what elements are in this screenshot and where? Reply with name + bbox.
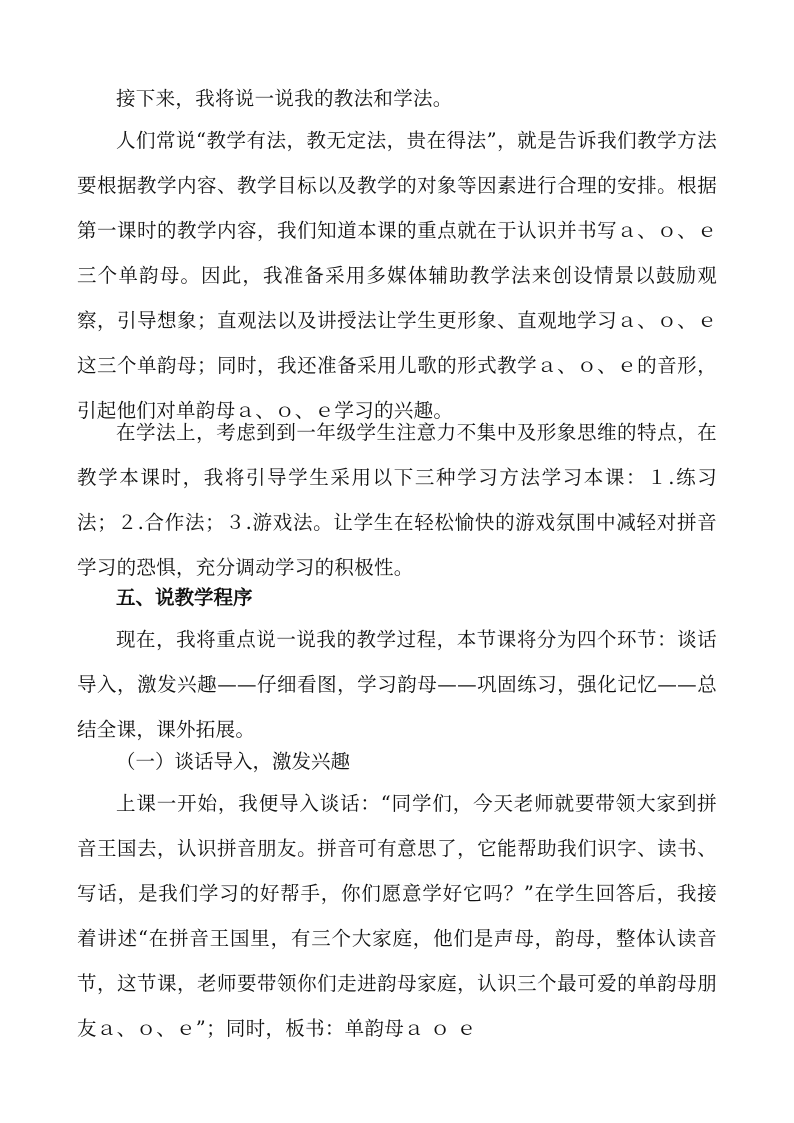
paragraph-introduction-dialogue: 上课一开始，我便导入谈话：“同学们，今天老师就要带领大家到拼音王国去，认识拼音朋友。拼音可有意思了，它能帮助我们识字、读书、写话，是我们学习的好帮手，你们愿意学好它吗？”在学生回答后，我接着讲述“在拼音王国里，有三个大家庭，他们是声母，韵母，整体认读音节，这节课，老师要带领你们走进韵母家庭，认识三个最可爱的单韵母朋友ａ、ｏ、ｅ”；同时，板书：单韵母ａ ｏ ｅ: [77, 792, 717, 1040]
paragraph-teaching-methods-intro: 接下来，我将说一说我的教法和学法。: [116, 87, 453, 110]
paragraph-procedure-overview: 现在，我将重点说一说我的教学过程，本节课将分为四个环节：谈话导入，激发兴趣——仔细看图，学习韵母——巩固练习，强化记忆——总结全课，课外拓展。: [77, 628, 717, 741]
paragraph-learning-methods: 在学法上，考虑到到一年级学生注意力不集中及形象思维的特点，在教学本课时，我将引导学生采用以下三种学习方法学习本课：１.练习法；２.合作法；３.游戏法。让学生在轻松愉快的游戏氛围中减轻对拼音学习的恐惧，充分调动学习的积极性。: [77, 421, 717, 579]
subsection-heading-introduction: （一）谈话导入，激发兴趣: [116, 750, 351, 773]
section-heading-teaching-procedure: 五、说教学程序: [116, 586, 253, 609]
paragraph-teaching-methods: 人们常说“教学有法，教无定法，贵在得法”，就是告诉我们教学方法要根据教学内容、教学目标以及教学的对象等因素进行合理的安排。根据第一课时的教学内容，我们知道本课的重点就在于认识并书写ａ、ｏ、ｅ三个单韵母。因此，我准备采用多媒体辅助教学法来创设情景以鼓励观察，引导想象；直观法以及讲授法让学生更形象、直观地学习ａ、ｏ、ｅ这三个单韵母；同时，我还准备采用儿歌的形式教学ａ、ｏ、ｅ的音形，引起他们对单韵母ａ、ｏ、ｅ学习的兴趣。: [77, 129, 717, 422]
